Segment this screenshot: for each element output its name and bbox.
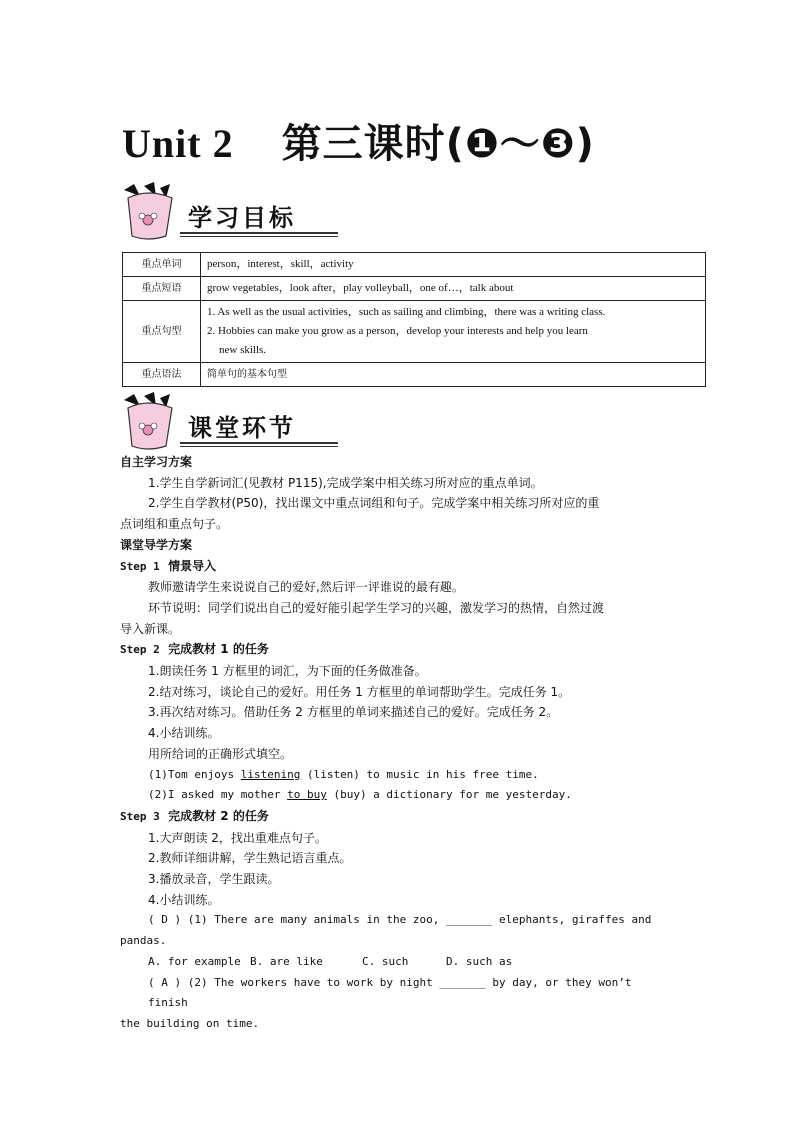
table-cell-key: 重点句型 bbox=[123, 301, 201, 363]
question-1-cont: pandas. bbox=[120, 934, 167, 948]
goals-banner-label: 学习目标 bbox=[188, 204, 296, 232]
step3-heading: Step 3 完成教材 2 的任务 bbox=[120, 808, 269, 823]
step3-line: 1.大声朗读 2，找出重难点句子。 bbox=[148, 830, 327, 845]
page-title bbox=[122, 112, 595, 169]
step1-heading: Step 1 情景导入 bbox=[120, 558, 217, 573]
guide-heading: 课堂导学方案 bbox=[120, 537, 193, 552]
step2-line: 4.小结训练。 bbox=[148, 726, 220, 741]
flower-pot-icon bbox=[118, 390, 182, 452]
self-study-item: 1.学生自学新词汇(见教材 P115),完成学案中相关练习所对应的重点单词。 bbox=[148, 475, 543, 490]
lesson-content bbox=[120, 452, 676, 1035]
goals-table bbox=[122, 252, 706, 387]
table-cell-key: 重点短语 bbox=[123, 277, 201, 301]
step2-line: 用所给词的正确形式填空。 bbox=[148, 746, 293, 761]
table-cell-value: person，interest，skill，activity bbox=[201, 253, 706, 277]
class-banner-label: 课堂环节 bbox=[188, 414, 296, 442]
step3-line: 3.播放录音，学生跟读。 bbox=[148, 872, 280, 887]
table-cell-value: grow vegetables，look after，play volleyball，one of…，talk about bbox=[201, 277, 706, 301]
step2-line: 2.结对练习，谈论自己的爱好。用任务 1 方框里的单词帮助学生。完成任务 1。 bbox=[148, 684, 571, 699]
table-row bbox=[123, 301, 706, 363]
step2-line: 1.朗读任务 1 方框里的词汇，为下面的任务做准备。 bbox=[148, 664, 427, 679]
exercise-2: (2)I asked my mother to buy (buy) a dictionary for me yesterday. bbox=[148, 788, 572, 802]
lesson-label: 第三课时(❶～❸) bbox=[281, 121, 595, 167]
table-row bbox=[123, 363, 706, 387]
question-1-options: A. for example B. are like C. such D. such as bbox=[148, 954, 513, 968]
table-cell-value bbox=[201, 301, 706, 363]
step2-line: 3.再次结对练习。借助任务 2 方框里的单词来描述自己的爱好。完成任务 2。 bbox=[148, 705, 559, 720]
table-cell-value: 简单句的基本句型 bbox=[201, 363, 706, 387]
goals-banner bbox=[118, 180, 338, 242]
table-cell-key: 重点单词 bbox=[123, 253, 201, 277]
exercise-1: (1)Tom enjoys listening (listen) to music in his free time. bbox=[148, 767, 539, 781]
table-row bbox=[123, 253, 706, 277]
answer-blank: to buy bbox=[287, 788, 327, 802]
question-1: ( D ) (1) There are many animals in the zoo, _______ elephants, giraffes and bbox=[148, 913, 652, 927]
question-2-cont: the building on time. bbox=[120, 1016, 260, 1030]
step1-line-cont: 导入新课。 bbox=[120, 621, 181, 636]
question-2: ( A ) (2) The workers have to work by night _______ by day, or they won’t finish bbox=[148, 975, 632, 1010]
answer-blank: listening bbox=[240, 767, 301, 781]
table-cell-key: 重点语法 bbox=[123, 363, 201, 387]
sentence-1: 1. As well as the usual activities，such as sailing and climbing，there was a writing class. bbox=[207, 306, 606, 318]
self-study-heading: 自主学习方案 bbox=[120, 455, 193, 469]
step3-line: 4.小结训练。 bbox=[148, 892, 220, 907]
self-study-item: 2.学生自学教材(P50)，找出课文中重点词组和句子。完成学案中相关练习所对应的重 bbox=[148, 496, 600, 511]
table-row bbox=[123, 277, 706, 301]
unit-label: Unit 2 bbox=[122, 121, 234, 166]
sentence-2-cont: new skills. bbox=[219, 344, 267, 356]
flower-pot-icon bbox=[118, 180, 182, 242]
step2-heading: Step 2 完成教材 1 的任务 bbox=[120, 642, 269, 657]
step3-line: 2.教师详细讲解，学生熟记语言重点。 bbox=[148, 851, 352, 866]
step1-line: 教师邀请学生来说说自己的爱好,然后评一评谁说的最有趣。 bbox=[148, 580, 464, 595]
sentence-2: 2. Hobbies can make you grow as a person，develop your interests and help you learn bbox=[207, 325, 588, 337]
self-study-item-cont: 点词组和重点句子。 bbox=[120, 517, 229, 532]
class-banner bbox=[118, 390, 338, 452]
step1-line: 环节说明：同学们说出自己的爱好能引起学生学习的兴趣，激发学习的热情，自然过渡 bbox=[148, 600, 605, 615]
